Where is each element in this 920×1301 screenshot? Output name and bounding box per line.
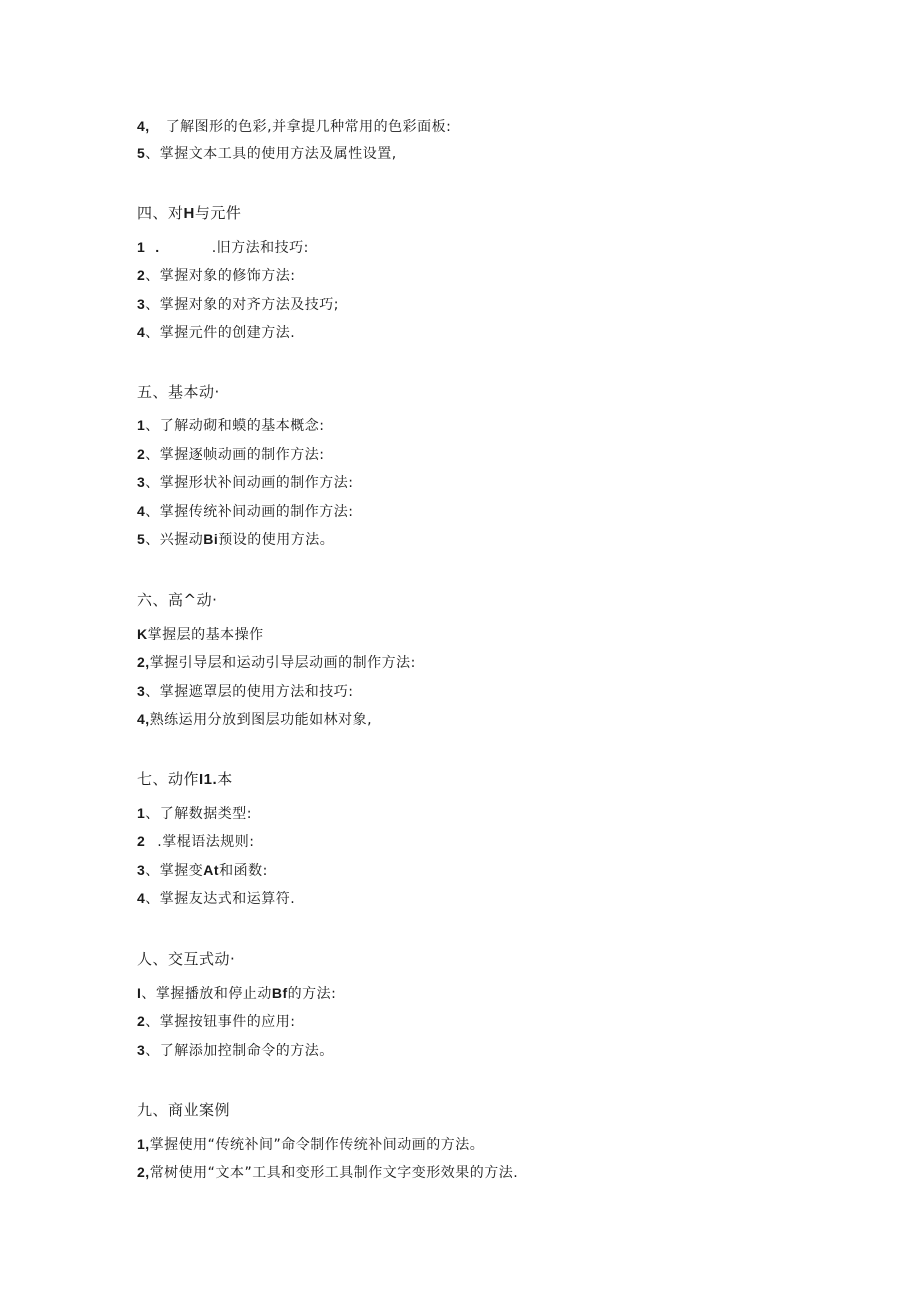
item-number: 2: [137, 446, 146, 462]
item-text: 掌握使用“传统补间”命令制作传统补间动画的方法。: [149, 1137, 485, 1153]
item-number: 2: [137, 267, 146, 283]
item-text: 、了解添加控制命令的方法。: [145, 1043, 334, 1059]
list-item: [137, 322, 295, 343]
list-item: [137, 116, 451, 137]
item-number: 1,: [137, 1136, 150, 1152]
list-item: [137, 652, 416, 673]
section-heading: [137, 203, 241, 224]
list-item: [137, 888, 295, 909]
item-number: I: [137, 985, 142, 1001]
item-text: .掌棍语法规则:: [157, 834, 255, 850]
heading-text: 五、基本动·: [137, 383, 220, 401]
item-text: 的方法:: [287, 986, 337, 1002]
item-bold-text: Bi: [203, 531, 219, 547]
item-text: .旧方法和技巧:: [211, 240, 309, 256]
item-number: 3: [137, 296, 146, 312]
item-number: 3: [137, 474, 146, 490]
list-item: [137, 501, 354, 522]
item-number: 5: [137, 145, 146, 161]
item-bold-text: Bf: [271, 985, 288, 1001]
heading-text: 九、商业案例: [137, 1101, 231, 1119]
heading-bold-text: I1.: [199, 771, 218, 788]
item-text: 、掌握对象的对齐方法及技巧;: [145, 297, 340, 313]
list-item: [137, 237, 309, 258]
item-number: 2,: [137, 1164, 150, 1180]
heading-text: 四、对: [137, 204, 184, 222]
heading-bold-text: H: [183, 205, 195, 222]
heading-text: 人、交互式动·: [137, 950, 236, 968]
list-item: [137, 624, 264, 645]
list-item: [137, 472, 354, 493]
item-number: K: [137, 626, 148, 642]
list-item: [137, 143, 397, 164]
item-number: 4: [137, 503, 146, 519]
item-number: 2: [137, 833, 146, 849]
list-item: [137, 1162, 518, 1183]
list-item: [137, 294, 339, 315]
item-number: 1: [137, 417, 146, 433]
item-number: 3: [137, 683, 146, 699]
list-item: [137, 1011, 296, 1032]
item-number: 4: [137, 324, 146, 340]
item-text: 、掌握友达式和运算符.: [145, 891, 296, 907]
list-item: [137, 709, 372, 730]
list-item: [137, 681, 354, 702]
item-text: 和函数:: [219, 863, 268, 879]
item-text: 、掌握文本工具的使用方法及属性设置,: [145, 146, 397, 162]
item-number: 4,: [137, 711, 150, 727]
list-item: [137, 265, 296, 286]
item-text: 预设的使用方法。: [218, 532, 335, 548]
item-text: .: [155, 239, 160, 255]
item-text: 、掌握变: [145, 863, 204, 879]
list-item: [137, 831, 254, 852]
item-text: 、兴握动: [145, 532, 204, 548]
item-number: 4,: [137, 118, 150, 134]
item-text: 掌握层的基本操作: [147, 627, 264, 643]
list-item: [137, 415, 325, 436]
item-number: 1: [137, 239, 146, 255]
item-number: 5: [137, 531, 146, 547]
item-bold-text: At: [203, 862, 220, 878]
item-text: 、掌握遮罩层的使用方法和技巧:: [145, 684, 354, 700]
item-number: 4: [137, 890, 146, 906]
section-heading: [137, 949, 235, 969]
item-number: 2: [137, 1013, 146, 1029]
item-text: 、掌握形状补间动画的制作方法:: [145, 475, 354, 491]
section-heading: [137, 382, 220, 402]
item-number: 3: [137, 1042, 146, 1058]
list-item: [137, 803, 252, 824]
section-heading: [137, 769, 233, 790]
heading-text: 六、高^动·: [137, 591, 218, 609]
item-text: 、掌握逐帧动画的制作方法:: [145, 447, 325, 463]
item-text: 常树使用“文本”工具和变形工具制作文字变形效果的方法.: [149, 1165, 519, 1181]
heading-text: 七、动作: [137, 770, 200, 788]
item-text: 、掌握传统补间动画的制作方法:: [145, 504, 354, 520]
item-number: 1: [137, 805, 146, 821]
item-number: 3: [137, 862, 146, 878]
list-item: [137, 1134, 484, 1155]
list-item: [137, 983, 336, 1004]
item-text: 掌握引导层和运动引导层动画的制作方法:: [149, 655, 416, 671]
item-number: 2,: [137, 654, 150, 670]
item-text: 了解图形的色彩,并拿提几种常用的色彩面板:: [165, 119, 452, 135]
item-text: 、掌握按钮事件的应用:: [145, 1014, 296, 1030]
list-item: [137, 444, 325, 465]
item-text: 、掌握元件的创建方法.: [145, 325, 296, 341]
list-item: [137, 529, 334, 550]
section-heading: [137, 1100, 230, 1120]
heading-text: 与元件: [194, 204, 242, 222]
list-item: [137, 1040, 334, 1061]
item-text: 熟练运用分放到图层功能如林对象,: [149, 712, 373, 728]
list-item: [137, 860, 268, 881]
heading-text: 本: [217, 770, 233, 788]
item-text: 、掌握对象的修饰方法:: [145, 268, 296, 284]
section-heading: [137, 590, 217, 610]
item-text: 、掌握播放和停止动: [141, 986, 272, 1002]
item-text: 、了解动砌和蟆的基本概念:: [145, 418, 325, 434]
item-text: 、了解数据类型:: [145, 806, 253, 822]
